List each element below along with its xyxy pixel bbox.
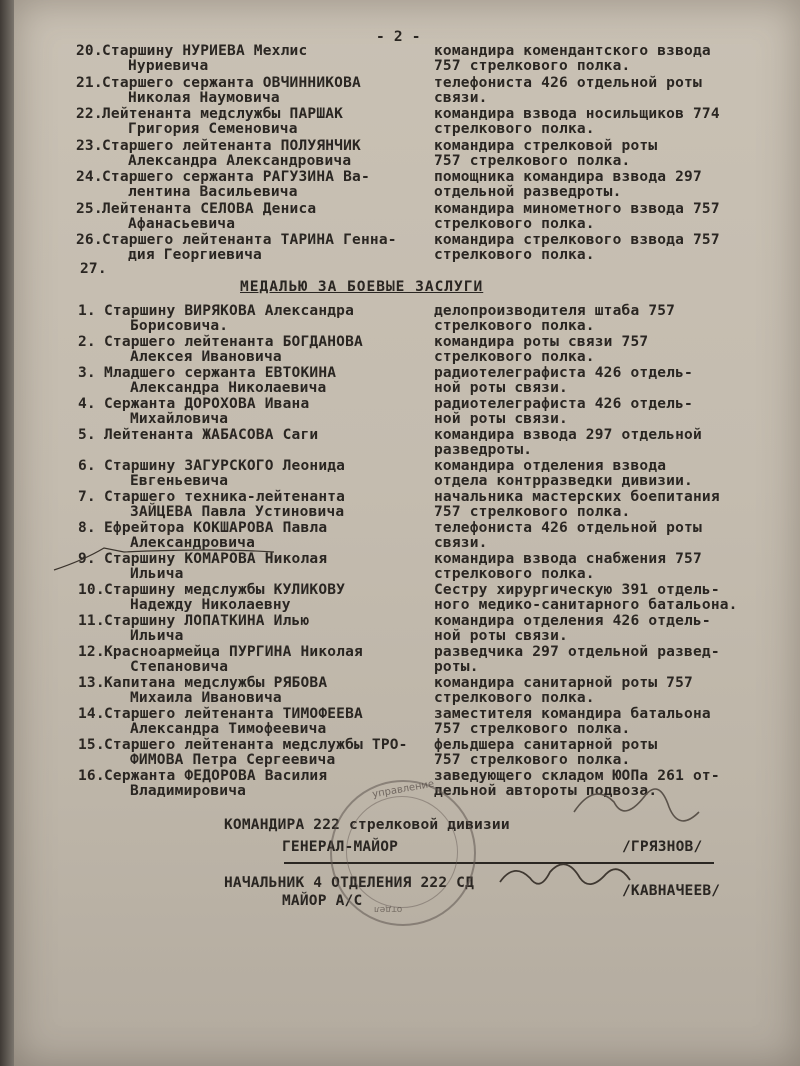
- position-line-2: стрелкового полка.: [434, 566, 595, 582]
- position-line-1: командира комендантского взвода: [434, 43, 711, 59]
- document-page: [14, 0, 800, 1066]
- person-name-line-1: Старшину ЗАГУРСКОГО Леонида: [104, 458, 346, 474]
- position-line-2: стрелкового полка.: [434, 690, 595, 706]
- stamp-text-bottom: отдел: [374, 904, 403, 914]
- person-name-line-2: Михайловича: [130, 411, 229, 427]
- position-line-1: радиотелеграфиста 426 отдель-: [434, 396, 693, 412]
- item-number: 12.: [78, 644, 105, 660]
- position-line-2: 757 стрелкового полка.: [434, 58, 631, 74]
- check-mark-line: [54, 548, 274, 570]
- position-line-1: командира взвода 297 отдельной: [434, 427, 702, 443]
- item-number: 24.: [76, 169, 103, 185]
- chief-rank: МАЙОР А/С: [282, 893, 363, 909]
- person-name-line-1: Старшего лейтенанта ТИМОФЕЕВА: [104, 706, 363, 722]
- position-line-1: командира стрелковой роты: [434, 137, 658, 154]
- person-name-line-2: Надежду Николаевну: [130, 597, 291, 613]
- person-name-line-1: Лейтенанта СЕЛОВА Дениса: [102, 200, 317, 217]
- position-line-1: разведчика 297 отдельной развед-: [434, 644, 720, 660]
- item-number: 6.: [78, 458, 96, 474]
- position-line-2: отдельной разведроты.: [434, 184, 622, 200]
- position-line-1: командира взвода носильщиков 774: [434, 106, 720, 122]
- person-name-line-1: Старшину НУРИЕВА Мехлис: [102, 43, 308, 59]
- position-line-1: Сестру хирургическую 391 отдель-: [434, 582, 720, 598]
- person-name-line-1: Старшину ВИРЯКОВА Александра: [104, 303, 355, 319]
- chief-name: /КАВНАЧЕЕВ/: [622, 883, 721, 899]
- item-number: 23.: [76, 137, 103, 154]
- person-name-line-2: дия Георгиевича: [128, 247, 262, 263]
- commander-rank: ГЕНЕРАЛ-МАЙОР: [282, 839, 399, 855]
- person-name-line-1: Старшего сержанта ОВЧИННИКОВА: [102, 74, 361, 91]
- position-line-2: роты.: [434, 659, 479, 675]
- person-name-line-2: Алексея Ивановича: [130, 349, 282, 365]
- list-item-number-27: 27.: [80, 261, 107, 277]
- person-name-line-2: Нуриевича: [128, 58, 209, 74]
- person-name-line-2: Михаила Ивановича: [130, 690, 282, 706]
- position-line-2: ной роты связи.: [434, 380, 568, 396]
- person-name-line-1: Старшего сержанта РАГУЗИНА Ва-: [102, 169, 370, 185]
- position-line-2: связи.: [434, 535, 488, 551]
- position-line-2: стрелкового полка.: [434, 318, 595, 334]
- signature-scribble-2: [500, 864, 630, 884]
- person-name-line-1: Старшину медслужбы КУЛИКОВУ: [104, 582, 346, 598]
- item-number: 16.: [78, 768, 105, 784]
- position-line-1: командира взвода снабжения 757: [434, 551, 702, 567]
- commander-title: КОМАНДИРА 222 стрелковой дивизии: [224, 817, 510, 833]
- position-line-2: 757 стрелкового полка.: [434, 504, 631, 520]
- position-line-2: 757 стрелкового полка.: [434, 152, 631, 169]
- person-name-line-1: Лейтенанта медслужбы ПАРШАК: [102, 106, 344, 122]
- position-line-2: стрелкового полка.: [434, 121, 595, 137]
- position-line-1: радиотелеграфиста 426 отдель-: [434, 365, 693, 381]
- person-name-line-2: Евгеньевича: [130, 473, 229, 489]
- position-line-2: разведроты.: [434, 442, 533, 458]
- position-line-2: 757 стрелкового полка.: [434, 752, 631, 768]
- position-line-1: фельдшера санитарной роты: [434, 737, 658, 753]
- position-line-2: ной роты связи.: [434, 628, 568, 644]
- person-name-line-1: Старшину КОМАРОВА Николая: [104, 551, 328, 567]
- person-name-line-1: Старшего лейтенанта ПОЛУЯНЧИК: [102, 137, 361, 154]
- position-line-2: стрелкового полка.: [434, 349, 595, 365]
- page-number: - 2 -: [376, 29, 421, 45]
- position-line-1: командира стрелкового взвода 757: [434, 232, 720, 248]
- position-line-1: заведующего складом ЮОПа 261 от-: [434, 768, 720, 784]
- person-name-line-1: Младшего сержанта ЕВТОКИНА: [104, 365, 337, 381]
- person-name-line-1: Сержанта ДОРОХОВА Ивана: [104, 396, 310, 412]
- person-name-line-1: Сержанта ФЕДОРОВА Василия: [104, 768, 328, 784]
- position-line-2: дельной автороты подвоза.: [434, 783, 658, 799]
- person-name-line-2: Александра Николаевича: [130, 380, 327, 396]
- position-line-1: начальника мастерских боепитания: [434, 489, 720, 505]
- position-line-1: заместителя командира батальона: [434, 706, 711, 722]
- person-name-line-1: Лейтенанта ЖАБАСОВА Саги: [104, 427, 319, 443]
- person-name-line-1: Старшего лейтенанта БОГДАНОВА: [104, 334, 363, 350]
- position-line-2: отдела контрразведки дивизии.: [434, 473, 693, 489]
- item-number: 1.: [78, 303, 96, 319]
- position-line-1: телефониста 426 отдельной роты: [434, 74, 702, 91]
- position-line-1: командира отделения взвода: [434, 458, 667, 474]
- chief-title: НАЧАЛЬНИК 4 ОТДЕЛЕНИЯ 222 СД: [224, 875, 475, 891]
- position-line-2: связи.: [434, 89, 488, 106]
- person-name-line-1: Ефрейтора КОКШАРОВА Павла: [104, 520, 328, 536]
- person-name-line-2: Александровича: [130, 535, 256, 551]
- item-number: 14.: [78, 706, 105, 722]
- item-number: 21.: [76, 74, 103, 91]
- signature-scribble-1: [574, 789, 699, 821]
- person-name-line-2: Николая Наумовича: [128, 89, 280, 106]
- person-name-line-2: Григория Семеновича: [128, 121, 298, 137]
- item-number: 2.: [78, 334, 96, 350]
- item-number: 11.: [78, 613, 105, 629]
- stamp-text-top: управление: [371, 778, 436, 801]
- person-name-line-2: ЗАЙЦЕВА Павла Устиновича: [130, 504, 345, 520]
- item-number: 20.: [76, 43, 103, 59]
- item-number: 9.: [78, 551, 96, 567]
- position-line-1: командира санитарной роты 757: [434, 675, 693, 691]
- position-line-2: 757 стрелкового полка.: [434, 721, 631, 737]
- person-name-line-2: Степановича: [130, 659, 229, 675]
- position-line-2: стрелкового полка.: [434, 247, 595, 263]
- item-number: 22.: [76, 106, 103, 122]
- person-name-line-2: Александра Тимофеевича: [130, 721, 327, 737]
- person-name-line-1: Старшину ЛОПАТКИНА Илью: [104, 613, 310, 629]
- item-number: 8.: [78, 520, 96, 536]
- position-line-2: ного медико-санитарного батальона.: [434, 597, 738, 613]
- item-number: 25.: [76, 200, 103, 217]
- person-name-line-2: Владимировича: [130, 783, 247, 799]
- person-name-line-1: Красноармейца ПУРГИНА Николая: [104, 644, 363, 660]
- person-name-line-2: Ильича: [130, 566, 184, 582]
- person-name-line-1: Старшего техника-лейтенанта: [104, 489, 346, 505]
- item-number: 7.: [78, 489, 96, 505]
- person-name-line-2: Борисовича.: [130, 318, 229, 334]
- person-name-line-2: ФИМОВА Петра Сергеевича: [130, 752, 336, 768]
- person-name-line-1: Старшего лейтенанта медслужбы ТРО-: [104, 737, 408, 753]
- person-name-line-2: лентина Васильевича: [128, 184, 298, 200]
- photo-edge: [0, 0, 14, 1066]
- person-name-line-2: Афанасьевича: [128, 215, 236, 232]
- item-number: 13.: [78, 675, 105, 691]
- position-line-1: помощника командира взвода 297: [434, 169, 702, 185]
- position-line-1: командира минометного взвода 757: [434, 200, 720, 217]
- position-line-2: ной роты связи.: [434, 411, 568, 427]
- position-line-1: командира отделения 426 отдель-: [434, 613, 711, 629]
- item-number: 4.: [78, 396, 96, 412]
- person-name-line-2: Александра Александровича: [128, 152, 352, 169]
- item-number: 26.: [76, 232, 103, 248]
- person-name-line-2: Ильича: [130, 628, 184, 644]
- position-line-1: телефониста 426 отдельной роты: [434, 520, 702, 536]
- handwritten-marks: [14, 0, 800, 1066]
- person-name-line-1: Капитана медслужбы РЯБОВА: [104, 675, 328, 691]
- item-number: 3.: [78, 365, 96, 381]
- person-name-line-1: Старшего лейтенанта ТАРИНА Генна-: [102, 232, 397, 248]
- item-number: 5.: [78, 427, 96, 443]
- position-line-1: делопроизводителя штаба 757: [434, 303, 676, 319]
- position-line-2: стрелкового полка.: [434, 215, 595, 232]
- section-heading: МЕДАЛЬЮ ЗА БОЕВЫЕ ЗАСЛУГИ: [240, 279, 484, 295]
- item-number: 15.: [78, 737, 105, 753]
- position-line-1: командира роты связи 757: [434, 334, 649, 350]
- commander-name: /ГРЯЗНОВ/: [622, 839, 703, 855]
- item-number: 10.: [78, 582, 105, 598]
